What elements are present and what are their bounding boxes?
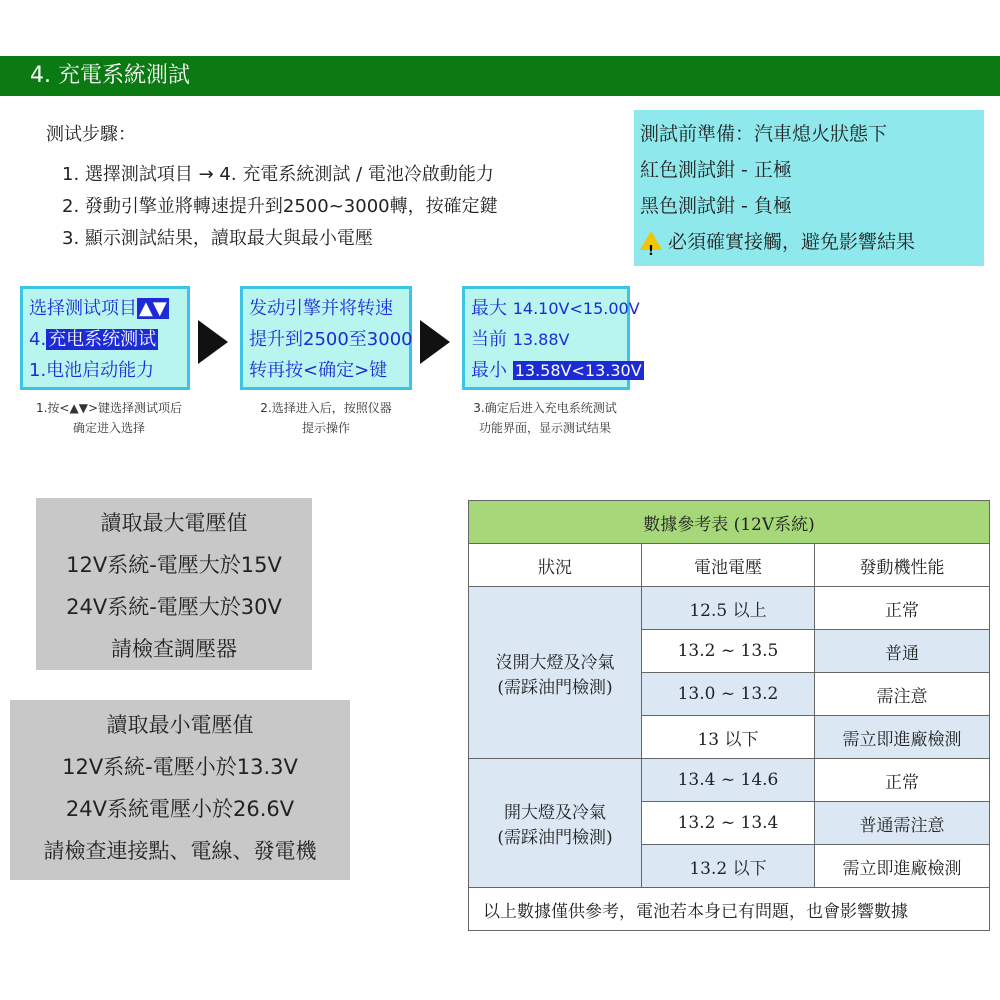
lcd-text: 发动引擎并将转速: [249, 298, 393, 319]
prep-line: 紅色測試鉗 - 正極: [640, 159, 792, 181]
box-line: 讀取最大電壓值: [100, 511, 248, 535]
lcd-text: 提升到2500至3000: [249, 329, 413, 350]
condition-cell: [469, 587, 642, 759]
lcd-screen-instruct: [240, 286, 412, 390]
test-steps: [40, 120, 498, 258]
prep-line: 測試前準備：汽車熄火狀態下: [640, 123, 888, 145]
table-row: [469, 759, 990, 802]
caption-1: [14, 398, 204, 438]
performance-cell: 正常: [815, 587, 990, 630]
box-line: 12V系統-電壓大於15V: [66, 553, 282, 577]
condition-text: 開大燈及冷氣: [504, 803, 606, 823]
lcd-text: 4.: [29, 329, 47, 350]
voltage-cell: 13.0 ~ 13.2: [642, 673, 815, 716]
column-header: 狀況: [469, 544, 642, 587]
lcd-screen-result: [462, 286, 642, 390]
box-line: 24V系統-電壓大於30V: [66, 595, 282, 619]
condition-text: 沒開大燈及冷氣: [495, 652, 615, 673]
table-row: [469, 587, 990, 630]
lcd-value: 13.88V: [512, 330, 570, 349]
min-voltage-box: [10, 700, 350, 880]
prep-warning: [640, 224, 984, 260]
prep-line: 黑色測試鉗 - 負極: [640, 195, 792, 217]
arrow-right-icon: [420, 320, 450, 364]
caption-2: [226, 398, 426, 438]
prep-warning-text: 必須確實接觸，避免影響結果: [668, 231, 916, 253]
voltage-cell: 13.4 ~ 14.6: [642, 759, 815, 802]
lcd-value: 14.10V<15.00V: [512, 299, 640, 318]
box-line: 24V系統電壓小於26.6V: [65, 797, 295, 821]
condition-cell: [469, 759, 642, 888]
caption-line: 3.确定后进入充电系统测试: [473, 401, 617, 415]
caption-line: 1.按<▲▼>键选择测试项后: [35, 401, 183, 415]
reference-table: [468, 500, 990, 931]
performance-cell: 正常: [815, 759, 990, 802]
condition-text: (需踩油門檢測): [497, 677, 613, 698]
voltage-cell: 13.2 以下: [642, 845, 815, 888]
lcd-text: 选择测试项目: [29, 298, 137, 319]
table-title: 數據參考表 (12V系統): [469, 501, 990, 544]
performance-cell: 需立即進廠檢測: [815, 845, 990, 888]
voltage-cell: 12.5 以上: [642, 587, 815, 630]
performance-cell: 需立即進廠檢測: [815, 716, 990, 759]
section-title: 4. 充電系統測試: [30, 63, 190, 88]
caption-line: 2.选择进入后，按照仪器: [260, 401, 392, 415]
voltage-cell: 13.2 ~ 13.4: [642, 802, 815, 845]
caption-line: 提示操作: [301, 421, 350, 435]
step-item: 3. 顯示測試結果，讀取最大與最小電壓: [62, 228, 373, 249]
performance-cell: 普通: [815, 630, 990, 673]
box-line: 請檢查連接點、電線、發電機: [43, 839, 317, 863]
voltage-cell: 13 以下: [642, 716, 815, 759]
performance-cell: 需注意: [815, 673, 990, 716]
lcd-value: 13.58V<13.30V: [514, 361, 642, 380]
section-header: [0, 56, 1000, 96]
box-line: 讀取最小電壓值: [106, 713, 254, 737]
column-header: 電池電壓: [642, 544, 815, 587]
steps-title: 测试步驟：: [46, 124, 136, 145]
voltage-cell: 13.2 ~ 13.5: [642, 630, 815, 673]
box-line: 12V系統-電壓小於13.3V: [62, 755, 298, 779]
box-line: 請檢查調壓器: [111, 637, 237, 661]
arrow-right-icon: [198, 320, 228, 364]
caption-line: 确定进入选择: [72, 421, 145, 435]
lcd-label: 最小: [471, 360, 507, 381]
table-note: 以上數據僅供參考，電池若本身已有問題，也會影響數據: [469, 888, 990, 931]
column-header: 發動機性能: [815, 544, 990, 587]
lcd-text: 转再按<确定>键: [249, 360, 388, 381]
performance-cell: 普通需注意: [815, 802, 990, 845]
condition-text: (需踩油門檢測): [497, 828, 613, 848]
lcd-label: 当前: [471, 329, 507, 350]
step-item: 1. 選擇測試項目 → 4. 充電系統測試 / 電池冷啟動能力: [62, 164, 494, 185]
up-down-arrows-icon: ▲▼: [139, 298, 167, 319]
lcd-text: 1.电池启动能力: [29, 360, 155, 381]
caption-line: 功能界面，显示测试结果: [478, 421, 611, 435]
preparation-box: [634, 110, 984, 266]
warning-triangle-icon: !: [640, 231, 662, 250]
step-item: 2. 發動引擎並將轉速提升到2500~3000轉，按確定鍵: [62, 196, 498, 217]
max-voltage-box: [36, 498, 312, 670]
lcd-label: 最大: [471, 298, 507, 319]
lcd-screen-select: [20, 286, 190, 390]
lcd-highlight: 充电系统测试: [48, 329, 157, 350]
caption-3: [450, 398, 640, 438]
